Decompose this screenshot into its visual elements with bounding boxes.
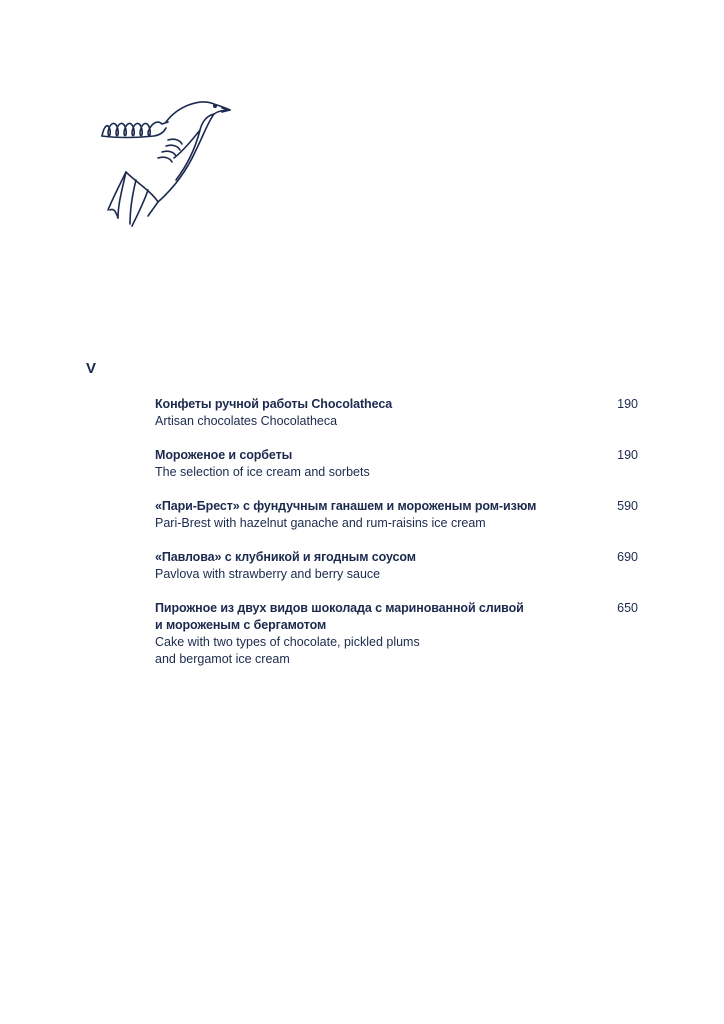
item-name-en: The selection of ice cream and sorbets bbox=[155, 465, 370, 479]
item-name-en: Pari-Brest with hazelnut ganache and rum-raisins ice cream bbox=[155, 516, 486, 530]
item-text bbox=[155, 549, 585, 583]
item-text bbox=[155, 498, 585, 532]
menu-item bbox=[155, 498, 640, 532]
logo bbox=[96, 92, 236, 232]
menu-item bbox=[155, 549, 640, 583]
menu-item bbox=[155, 600, 640, 668]
item-text bbox=[155, 600, 585, 668]
section-letter: V bbox=[86, 360, 97, 377]
item-name-en: Pavlova with strawberry and berry sauce bbox=[155, 567, 381, 581]
item-name-en: Artisan chocolates Chocolatheca bbox=[155, 414, 338, 428]
item-price: 590 bbox=[617, 499, 638, 513]
item-price: 190 bbox=[617, 448, 638, 462]
item-name-ru: Пирожное из двух видов шоколада с маринованной сливой и мороженым с бергамотом bbox=[155, 601, 524, 632]
item-text bbox=[155, 447, 585, 481]
item-name-ru: Мороженое и сорбеты bbox=[155, 448, 293, 462]
item-name-ru: Конфеты ручной работы Chocolatheca bbox=[155, 397, 393, 411]
item-name-ru: «Павлова» с клубникой и ягодным соусом bbox=[155, 550, 416, 564]
item-name-ru: «Пари-Брест» с фундучным ганашем и мороженым ром-изюм bbox=[155, 499, 537, 513]
menu-item bbox=[155, 447, 640, 481]
bird-icon bbox=[96, 92, 236, 232]
menu-item bbox=[155, 396, 640, 430]
menu-list bbox=[155, 396, 640, 685]
item-price: 690 bbox=[617, 550, 638, 564]
item-price: 190 bbox=[617, 397, 638, 411]
item-price: 650 bbox=[617, 601, 638, 615]
item-name-en: Cake with two types of chocolate, pickled plums and bergamot ice cream bbox=[155, 635, 420, 666]
item-text bbox=[155, 396, 585, 430]
